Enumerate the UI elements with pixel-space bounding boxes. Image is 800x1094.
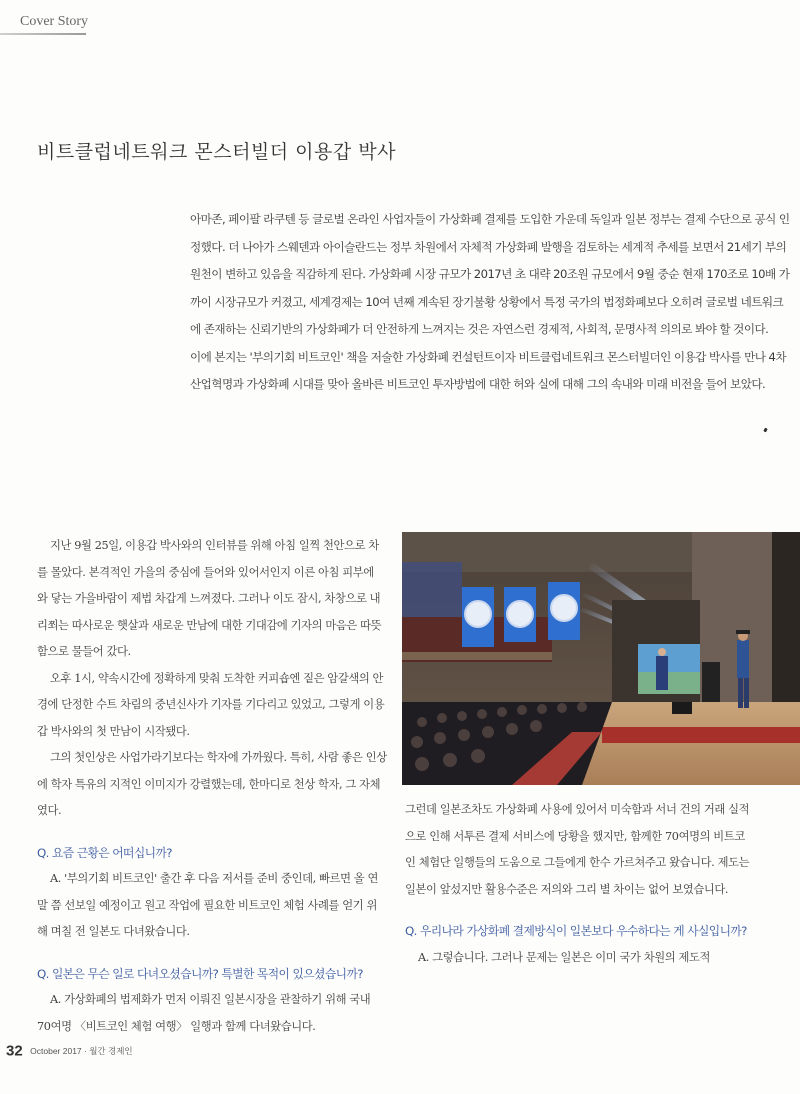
interview-answer: A. '부의기회 비트코인' 출간 후 다음 저서를 준비 중인데, 빠르면 올 연말 쯤 선보일 예정이고 원고 작업에 필요한 비트코인 체험 사례를 얻기 위해 며칠 전 일본도 다녀왔습니다. [37,872,378,938]
body-column-right [405,797,750,971]
body-paragraph: 지난 9월 25일, 이용갑 박사와의 인터뷰를 위해 아침 일찍 천안으로 차를 몰았다. 본격적인 가을의 중심에 들어와 있어서인지 이른 아침 피부에 와 닿는 가을바람이 제법 차갑게 느껴졌다. 그러나 이도 잠시, 차창으로 내리쬐는 따사로운 햇살과 새로운 만남에 대한 기대감에 기자의 마음은 따뜻함으로 물들어 갔다. [37,539,382,658]
section-label: Cover Story [20,14,89,29]
body-column-left [37,533,387,1040]
page-footer [6,1042,133,1060]
section-divider [0,33,86,35]
lead-paragraph: 이에 본지는 '부의기회 비트코인' 책을 저술한 가상화폐 컨설턴트이자 비트클럽네트워크 몬스터빌더인 이용갑 박사를 만나 4차 산업혁명과 가상화폐 시대를 맞아 올바른 비트코인 투자방법에 대한 허와 실에 대해 그의 속내와 미래 비전을 들어 보았다. [190,349,786,391]
body-paragraph: 그런데 일본조차도 가상화폐 사용에 있어서 미숙함과 서너 건의 거래 실적으로 인해 서투른 결제 서비스에 당황을 했지만, 함께한 70여명의 비트코인 체험단 일행들의 도움으로 그들에게 한수 가르쳐주고 왔습니다. 제도는 일본이 앞섰지만 활용수준은 저의와 그리 별 차이는 없어 보였습니다. [405,803,750,896]
lead-paragraphs [190,206,790,399]
article-photo [402,532,800,785]
interview-question: Q. 요즘 근황은 어떠십니까? [37,845,172,860]
interview-question: Q. 일본은 무슨 일로 다녀오셨습니까? 특별한 목적이 있으셨습니까? [37,966,363,981]
print-speck [763,428,768,433]
lead-paragraph: 아마존, 페이팔 라쿠텐 등 글로벌 온라인 사업자들이 가상화폐 결제를 도입한 가운데 독일과 일본 정부는 결제 수단으로 공식 인정했다. 더 나아가 스웨덴과 아이슬란드는 정부 차원에서 자체적 가상화폐 발행을 검토하는 세계적 추세를 보면서 21세기 부의 원천이 변하고 있음을 직감하게 된다. 가상화폐 시장 규모가 2017년 초 대략 20조원 규모에서 9월 중순 현재 170조로 10배 가까이 시장규모가 커졌고, 세계경제는 10여 년째 계속된 장기불황 상황에서 특정 국가의 법정화폐보다 오히려 글로벌 네트워크에 존재하는 신뢰기반의 가상화폐가 더 안전하게 느껴지는 것은 자연스런 경제적, 사회적, 문명사적 의의로 봐야 할 것이다. [190,212,790,336]
interview-answer: A. 그렇습니다. 그러나 문제는 일본은 이미 국가 차원의 제도적 [418,950,710,964]
body-paragraph: 그의 첫인상은 사업가라기보다는 학자에 가까웠다. 특히, 사람 좋은 인상에 학자 특유의 지적인 이미지가 강렬했는데, 한마디로 천상 학자, 그 자체였다. [37,751,387,817]
page-number: 32 [6,1042,23,1060]
seminar-photo-illustration [402,532,800,785]
issue-info: October 2017 · 월간 경제인 [30,1045,133,1056]
body-paragraph: 오후 1시, 약속시간에 정확하게 맞춰 도착한 커피숍엔 짙은 암갈색의 안경에 단정한 수트 차림의 중년신사가 기자를 기다리고 있었고, 그렇게 이용갑 박사와의 첫 만남이 시작됐다. [37,671,385,738]
interview-answer: A. 가상화폐의 법제화가 먼저 이뤄진 일본시장을 관찰하기 위해 국내 70여명 〈비트코인 체험 여행〉 일행과 함께 다녀왔습니다. [37,993,371,1033]
interview-question: Q. 우리나라 가상화폐 결제방식이 일본보다 우수하다는 게 사실입니까? [405,924,747,938]
article-title: 비트클럽네트워크 몬스터빌더 이용갑 박사 [37,140,396,163]
